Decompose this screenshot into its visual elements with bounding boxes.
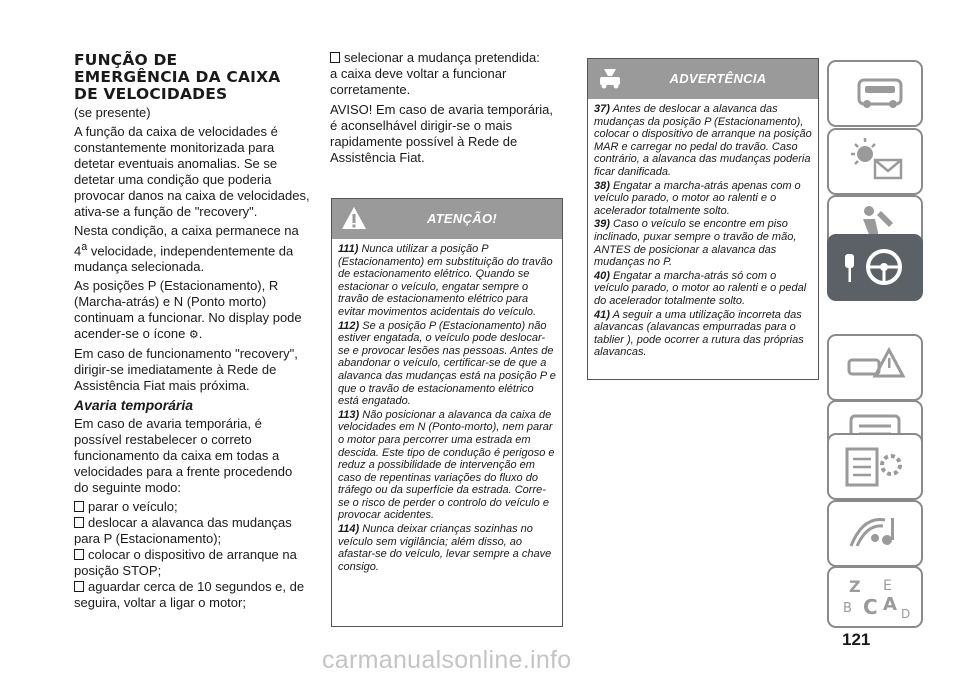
bullet-box-icon [74,501,84,512]
note-item [594,180,812,218]
list-item-text: colocar o dispositivo de arranque na posição STOP; [74,547,297,579]
note-item [338,243,556,319]
svg-text:A: A [883,594,897,615]
list-item-text: deslocar a alavanca das mudanças para P (Estacionamento); [74,515,292,547]
technical-data-gears-icon [829,435,921,498]
note-number: 113) [338,408,360,421]
nav-tab-dashboard[interactable] [827,60,923,127]
note-number: 41) [594,308,610,321]
svg-text:B: B [843,601,852,616]
note-number: 40) [594,269,610,282]
bullet-box-icon [74,549,84,560]
note-text: Se a posição P (Estacionamento) não estiver engatada, o veículo pode deslocar-se e provocar lesões nas pessoas. Antes de abandonar o veículo, certificar-se de que a alavanca das mudanças está na posição P e que o travão de estacionamento elétrico está engatado. [338,319,556,408]
nav-tab-emergency[interactable] [827,334,923,401]
attention-box [331,198,563,627]
page-number: 121 [842,630,871,649]
note-text: Engatar a marcha-atrás só com o veículo parado, o motor ao ralenti e o pedal do acelerador totalmente solto. [594,269,807,307]
paragraph: Em caso de funcionamento "recovery", dirigir-se imediatamente à Rede de Assistência Fiat mais próxima. [74,346,298,394]
heading-line: DE VELOCIDADES [74,85,228,103]
nav-tab-multimedia[interactable] [827,500,923,567]
column-2 [330,50,562,169]
advertencia-box [587,58,819,380]
list-item [74,515,310,547]
advertencia-notes [588,99,818,365]
paragraph: Em caso de avaria temporária, é possível restabelecer o correto funcionamento da caixa em todas a velocidades para a frente procedendo do seguinte modo: [74,416,293,496]
list-item [74,547,310,579]
warning-lights-envelope-icon [829,130,921,193]
paragraph: AVISO! Em caso de avaria temporária, é aconselhável dirigir-se o mais rapidamente possível à Rede de Assistência Fiat. [330,102,554,165]
nav-tab-starting-driving[interactable] [827,234,923,301]
column-1 [74,52,310,611]
watermark-text: carmanualsonline.info [322,646,572,674]
note-number: 111) [338,243,359,255]
note-text: Nunca deixar crianças sozinhas no veículo sem vigilância; além disso, ao afastar-se do veículo, levar sempre a chave consigo. [338,523,552,573]
note-item [338,320,556,408]
list-item [330,50,562,66]
list-item-text: selecionar a mudança pretendida: [344,50,540,65]
bullet-box-icon [74,581,84,592]
bullet-box-icon [74,517,84,528]
note-number: 38) [594,179,610,192]
bullet-box-icon [330,52,340,63]
paragraph: A função da caixa de velocidades é constantemente monitorizada para detetar eventuais anomalias. Se se detetar uma condição que poderia provocar danos na caixa de velocidades, ativa-se a função de "recovery". [74,124,310,219]
car-dashboard-icon [829,62,921,125]
note-text: Engatar a marcha-atrás apenas com o veículo parado, o motor ao ralenti e o acelerador totalmente solto. [594,179,801,217]
note-item [594,103,812,179]
note-text: Nunca utilizar a posição P (Estacionamento) em substituição do travão de estacionamento elétrico. Quando se estacionar o veículo, engatar sempre o travão de estacionamento elétrico para evitar movimentos acidentais do veículo. [338,243,553,318]
nav-tab-technical-data[interactable] [827,433,923,500]
svg-text:Z: Z [849,577,861,596]
attention-notes [332,239,562,579]
note-number: 39) [594,218,610,231]
key-steering-wheel-icon [829,236,921,299]
list-item-text: aguardar cerca de 10 segundos e, de seguira, voltar a ligar o motor; [74,579,305,611]
advertencia-title: ADVERTÊNCIA [669,71,767,86]
subheading: Avaria temporária [74,397,194,414]
note-item [338,523,556,573]
text-run: velocidade, independentemente da mudança selecionada. [74,243,294,275]
text-run: Nesta condição, a caixa permanece na 4 [74,223,299,259]
list-item [74,499,310,515]
section-subtitle: (se presente) [74,105,151,120]
advertencia-header [588,59,818,99]
heading-line: EMERGÊNCIA DA CAIXA [74,68,281,86]
superscript: a [81,241,88,253]
note-text: Não posicionar a alavanca da caixa de velocidades em N (Ponto-morto), nem parar o motor para percorrer uma estrada em descida. Este tipo de condução é perigoso e reduz a possibilidade de intervenção em caso de repentinas variações do fluxo do tráfego ou da superfície da estrada. Corre-se o risco de perder o controlo do veículo e provocar acidentes. [338,408,555,522]
attention-header [332,199,562,239]
note-item [594,309,812,359]
note-number: 112) [338,319,360,332]
nav-tab-warning-lights[interactable] [827,128,923,195]
heading-line: FUNÇÃO DE [74,51,178,69]
alphabetical-index-icon [829,568,921,626]
nav-tab-index[interactable] [827,566,923,628]
list-item [74,579,310,611]
note-text: Caso o veículo se encontre em piso inclinado, puxar sempre o travão de mão, ANTES de posicionar a alavanca das mudanças no P. [594,218,797,269]
note-item [594,270,812,308]
section-heading [74,52,310,103]
paragraph [74,223,310,275]
car-accident-warning-icon [829,336,921,399]
text-run: . [198,326,203,342]
svg-text:E: E [883,578,892,594]
gearbox-fault-icon: ⚙ [188,329,199,342]
paragraph [74,278,310,343]
note-number: 37) [594,103,610,115]
text-run: As posições P (Estacionamento), R (Marcha-atrás) e N (Ponto morto) continuam a funcionar. No display pode acender-se o ícone [74,278,302,342]
note-text: A seguir a uma utilização incorreta das alavancas (alavancas empurradas para o tablier ), pode ocorrer a rutura das próprias alavancas. [594,308,804,359]
multimedia-music-icon [829,502,921,565]
svg-text:C: C [863,595,878,619]
attention-title: ATENÇÃO! [426,211,498,226]
note-text: Antes de deslocar a alavanca das mudanças da posição P (Estacionamento), colocar o dispositivo de arranque na posição MAR e carregar no pedal do travão. Caso contrário, a alavanca das mudanças poderia ficar danificada. [594,103,812,178]
note-item [594,218,812,268]
list-item-text: parar o veículo; [88,499,178,515]
note-item [338,409,556,522]
note-number: 114) [338,523,360,536]
paragraph: a caixa deve voltar a funcionar corretamente. [330,66,507,97]
svg-text:D: D [901,607,911,621]
